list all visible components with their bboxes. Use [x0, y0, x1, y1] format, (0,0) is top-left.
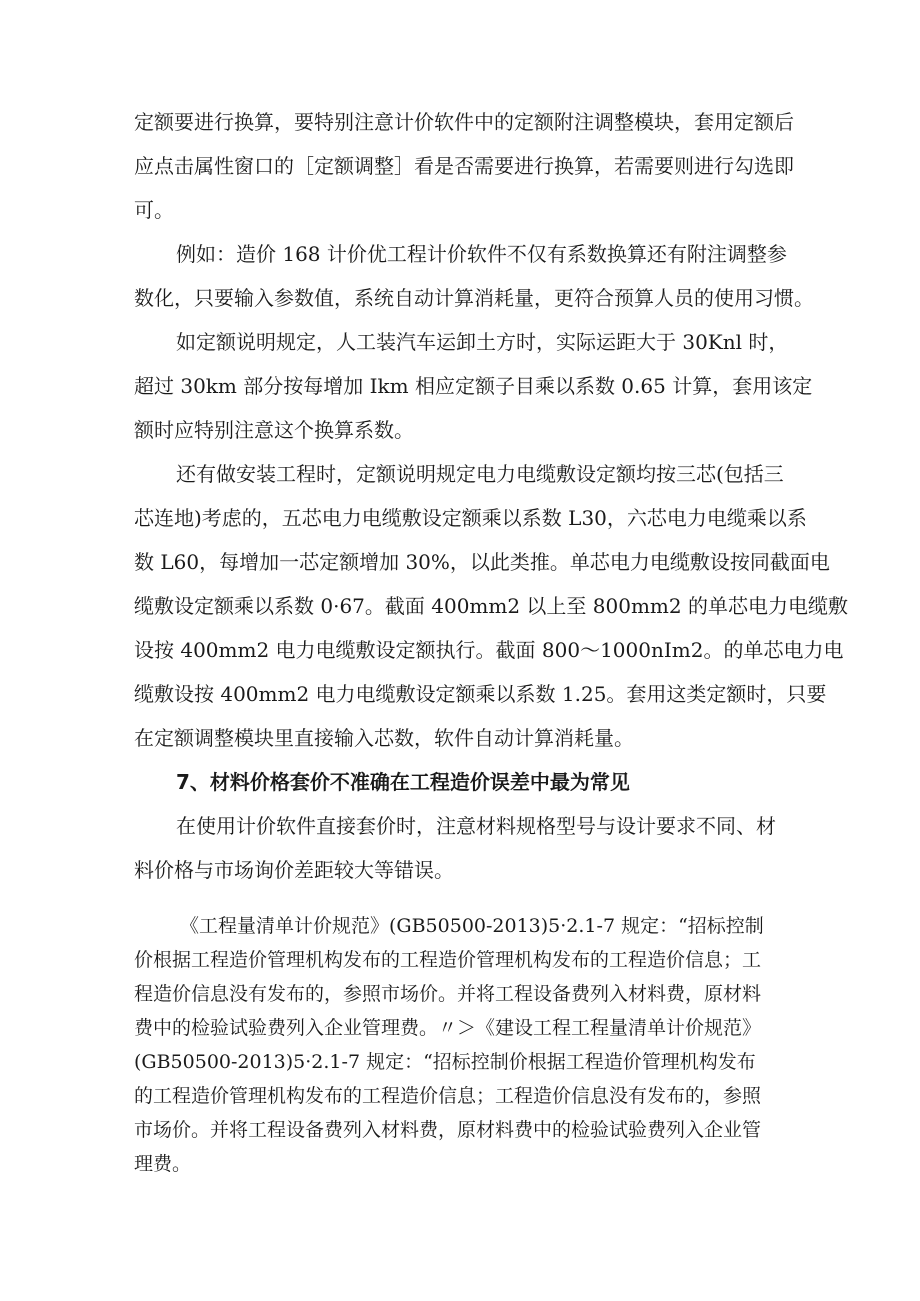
paragraph-4-line-2: 芯连地)考虑的，五芯电力电缆敷设定额乘以系数 L30，六芯电力电缆乘以系	[134, 506, 807, 530]
paragraph-2-line-1: 例如：造价 168 计价优工程计价软件不仅有系数换算还有附注调整参	[176, 242, 787, 266]
paragraph-5-line-2: 料价格与市场询价差距较大等错误。	[134, 858, 454, 882]
paragraph-4-line-4: 缆敷设定额乘以系数 0·67。截面 400mm2 以上至 800mm2 的单芯电力电缆敷	[134, 594, 848, 618]
paragraph-4-line-3: 数 L60，每增加一芯定额增加 30%，以此类推。单芯电力电缆敷设按同截面电	[134, 550, 830, 574]
quote-line-8: 理费。	[134, 1153, 192, 1175]
paragraph-2-line-2: 数化，只要输入参数值，系统自动计算消耗量，更符合预算人员的使用习惯。	[134, 286, 814, 310]
quote-line-1: 《工程量清单计价规范》(GB50500-2013)5·2.1-7 规定：“招标控制	[180, 915, 764, 937]
section-heading-7: 7、材料价格套价不准确在工程造价误差中最为常见	[176, 770, 630, 794]
quote-line-2: 价根据工程造价管理机构发布的工程造价管理机构发布的工程造价信息；工	[134, 949, 762, 971]
quote-line-7: 市场价。并将工程设备费列入材料费，原材料费中的检验试验费列入企业管	[134, 1119, 762, 1141]
paragraph-4-line-5: 设按 400mm2 电力电缆敷设定额执行。截面 800～1000nIm2。的单芯电力电	[134, 638, 844, 662]
paragraph-3-line-2: 超过 30km 部分按每增加 Ikm 相应定额子目乘以系数 0.65 计算，套用该定	[134, 374, 813, 398]
paragraph-3-line-1: 如定额说明规定，人工装汽车运卸土方时，实际运距大于 30Knl 时，	[176, 330, 789, 354]
paragraph-4-line-6: 缆敷设按 400mm2 电力电缆敷设定额乘以系数 1.25。套用这类定额时，只要	[134, 682, 827, 706]
paragraph-1-line-1: 定额要进行换算，要特别注意计价软件中的定额附注调整模块，套用定额后	[134, 110, 794, 134]
paragraph-3-line-3: 额时应特别注意这个换算系数。	[134, 418, 414, 442]
paragraph-4-line-1: 还有做安装工程时，定额说明规定电力电缆敷设定额均按三芯(包括三	[176, 462, 784, 486]
quote-line-4: 费中的检验试验费列入企业管理费。〃＞《建设工程工程量清单计价规范》	[134, 1017, 762, 1039]
paragraph-1-line-2: 应点击属性窗口的［定额调整］看是否需要进行换算，若需要则进行勾选即	[134, 154, 794, 178]
paragraph-5-line-1: 在使用计价软件直接套价时，注意材料规格型号与设计要求不同、材	[176, 814, 776, 838]
quote-line-3: 程造价信息没有发布的，参照市场价。并将工程设备费列入材料费，原材料	[134, 983, 762, 1005]
paragraph-1-line-3: 可。	[134, 198, 174, 222]
quote-line-5: (GB50500-2013)5·2.1-7 规定：“招标控制价根据工程造价管理机构发布	[134, 1051, 756, 1073]
quote-line-6: 的工程造价管理机构发布的工程造价信息；工程造价信息没有发布的，参照	[134, 1085, 762, 1107]
paragraph-4-line-7: 在定额调整模块里直接输入芯数，软件自动计算消耗量。	[134, 726, 634, 750]
